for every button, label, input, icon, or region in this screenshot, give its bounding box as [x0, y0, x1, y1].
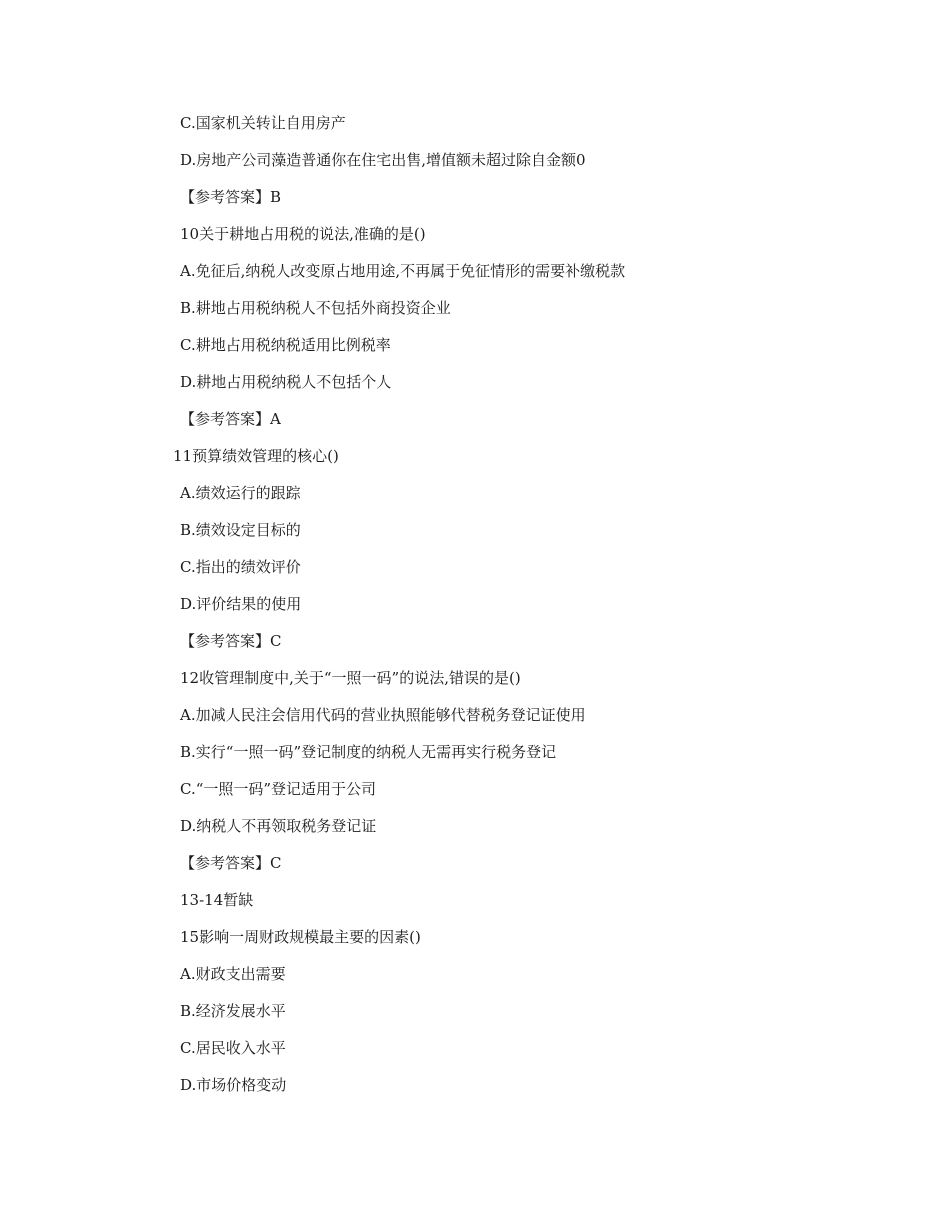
option-c-q12: C.“一照一码”登记适用于公司 [180, 780, 377, 798]
option-c-q9: C.国家机关转让自用房产 [180, 114, 346, 132]
answer-q10: 【参考答案】A [180, 410, 281, 428]
option-c-q11: C.指出的绩效评价 [180, 558, 301, 576]
option-c-q10: C.耕地占用税纳税适用比例税率 [180, 336, 391, 354]
option-d-q11: D.评价结果的使用 [180, 595, 302, 613]
option-d-q12: D.纳税人不再领取税务登记证 [180, 817, 377, 835]
option-a-q11: A.绩效运行的跟踪 [180, 484, 301, 502]
question-13-14-missing: 13-14暂缺 [180, 891, 254, 909]
option-a-q15: A.财政支出需要 [180, 965, 286, 983]
answer-q9: 【参考答案】B [180, 188, 282, 206]
option-b-q10: B.耕地占用税纳税人不包括外商投资企业 [180, 299, 451, 317]
option-b-q12: B.实行“一照一码”登记制度的纳税人无需再实行税务登记 [180, 743, 557, 761]
option-a-q12: A.加减人民注会信用代码的营业执照能够代替税务登记证使用 [180, 706, 586, 724]
question-10: 10关于耕地占用税的说法,准确的是() [180, 225, 426, 243]
option-d-q10: D.耕地占用税纳税人不包括个人 [180, 373, 392, 391]
option-b-q11: B.绩效设定目标的 [180, 521, 301, 539]
option-d-q9: D.房地产公司藻造普通你在住宅出售,增值额未超过除自金额0 [180, 151, 586, 169]
option-b-q15: B.经济发展水平 [180, 1002, 286, 1020]
option-a-q10: A.免征后,纳税人改变原占地用途,不再属于免征情形的需要补缴税款 [180, 262, 626, 280]
question-15: 15影响一周财政规模最主要的因素() [180, 928, 421, 946]
answer-q12: 【参考答案】C [180, 854, 282, 872]
option-d-q15: D.市场价格变动 [180, 1076, 287, 1094]
answer-q11: 【参考答案】C [180, 632, 282, 650]
question-12: 12收管理制度中,关于“一照一码”的说法,错误的是() [180, 669, 521, 687]
option-c-q15: C.居民收入水平 [180, 1039, 286, 1057]
question-11: 11预算绩效管理的核心() [173, 447, 339, 465]
